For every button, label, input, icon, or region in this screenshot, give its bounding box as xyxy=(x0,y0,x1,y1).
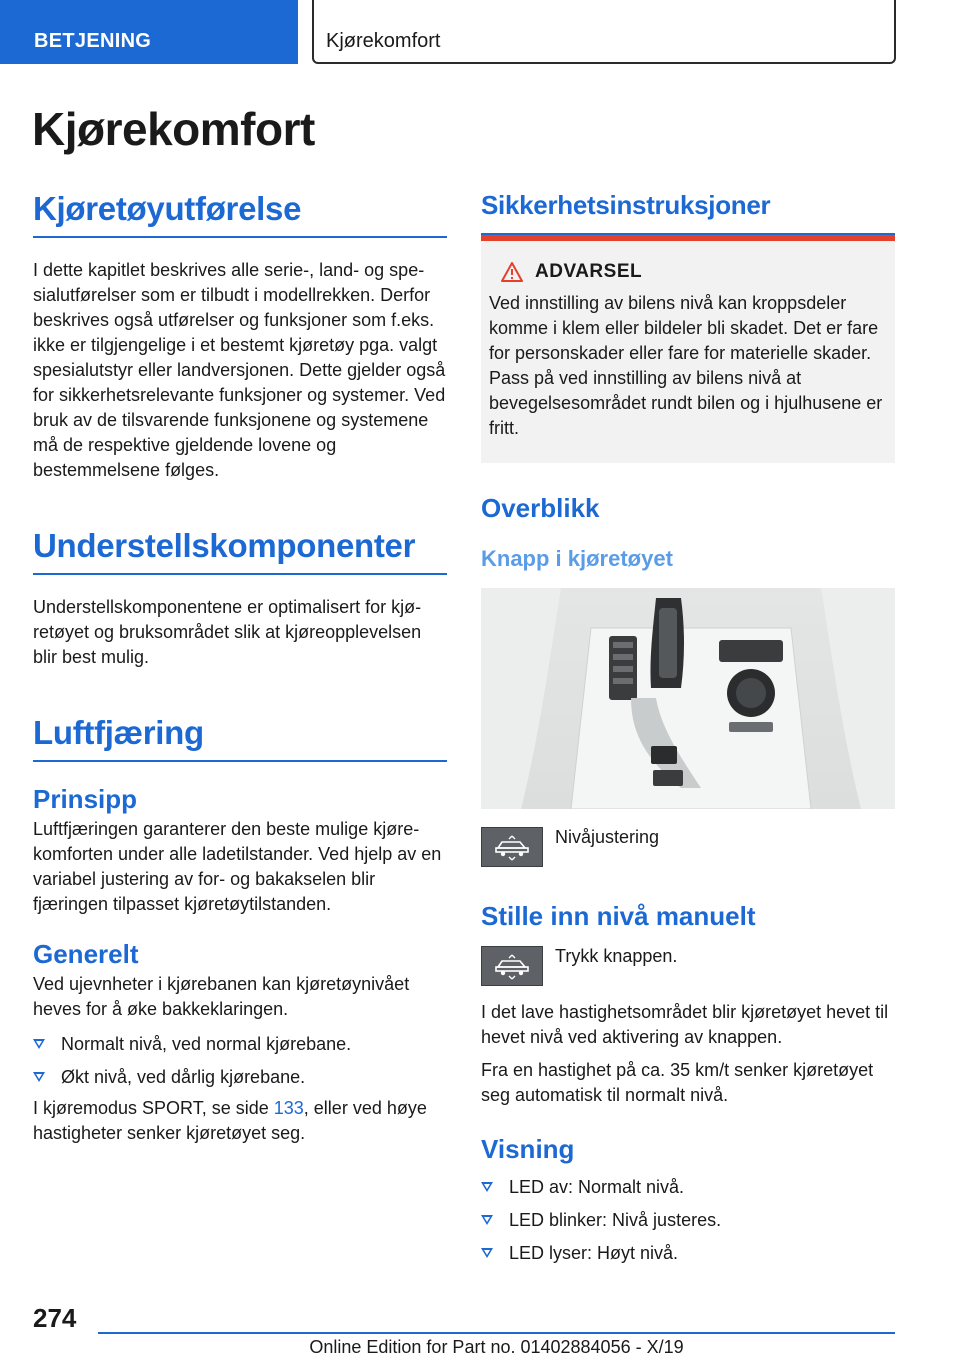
heading-prinsipp: Prinsipp xyxy=(33,784,138,814)
general-list xyxy=(33,1032,447,1090)
footer-edition: Online Edition for Part no. 01402884056 - X/19 xyxy=(309,1337,684,1357)
heading-sikkerhetsinstruksjoner: Sikkerhetsinstruksjoner xyxy=(481,190,895,235)
paragraph-manual-2: Fra en hastighet på ca. 35 km/t senker kjøretøyet seg automatisk til normalt nivå. xyxy=(481,1060,874,1105)
right-column xyxy=(481,190,895,1274)
press-button-text: Trykk knappen. xyxy=(555,946,678,966)
heading-overblikk: Overblikk xyxy=(481,493,600,523)
section-tab xyxy=(0,0,298,64)
paragraph-sport: I kjøremodus SPORT, se side 133, eller ved høye hastigheter senker kjøretøyet seg. xyxy=(33,1098,427,1143)
triangle-bullet-icon xyxy=(481,1248,493,1258)
list-item: Økt nivå, ved dårlig kjørebane. xyxy=(33,1065,447,1090)
list-item: LED blinker: Nivå justeres. xyxy=(481,1208,895,1233)
heading-luftfjaering: Luftfjæring xyxy=(33,714,447,762)
heading-generelt: Generelt xyxy=(33,939,139,969)
page-title: Kjørekomfort xyxy=(32,103,315,155)
page-link-133[interactable]: 133 xyxy=(273,1098,304,1118)
press-button-row xyxy=(481,946,895,986)
heading-understellskomponenter: Understellskomponenter xyxy=(33,527,447,575)
heading-visning: Visning xyxy=(481,1134,575,1164)
page-number: 274 xyxy=(33,1303,77,1333)
paragraph-manual-1: I det lave hastighetsområdet blir kjøretøyet hevet til hevet nivå ved aktivering av knappen. xyxy=(481,1002,889,1047)
list-item: LED lyser: Høyt nivå. xyxy=(481,1241,895,1266)
triangle-bullet-icon xyxy=(33,1039,45,1049)
level-adjust-button-icon xyxy=(481,946,543,986)
display-list xyxy=(481,1175,895,1266)
heading-knapp-i-kjoretoyet: Knapp i kjøretøyet xyxy=(481,546,673,571)
triangle-bullet-icon xyxy=(481,1182,493,1192)
paragraph-prinsipp: Luftfjæringen garanterer den beste mulige kjørekomforten under alle ladetilstander. Ved hjelp av en variabel justering av for- og bakakselen blir fjæringen tilpasset kjøretøytilstanden. xyxy=(33,819,442,914)
chapter-label: Kjørekomfort xyxy=(326,30,441,52)
level-adjust-button-icon xyxy=(481,827,543,867)
warning-triangle-icon xyxy=(501,262,523,282)
footer-divider xyxy=(98,1332,895,1334)
list-item: Normalt nivå, ved normal kjørebane. xyxy=(33,1032,447,1057)
level-adjust-label: Nivåjustering xyxy=(555,827,660,847)
warning-text: Ved innstilling av bilens nivå kan kroppsdeler komme i klem eller bildeler bli skadet. Det er fare for personskader eller fare for materielle skader. Pass på ved innstilling av bilens nivå at bevegelsesområdet rundt bilen og i hjulhusene er fritt. xyxy=(489,293,883,438)
center-console-photo xyxy=(481,588,895,809)
heading-stille-inn-niva: Stille inn nivå manuelt xyxy=(481,901,756,931)
heading-kjoretoyutforelse: Kjøretøyutførelse xyxy=(33,190,447,238)
paragraph-kjoretoyutforelse: I dette kapitlet beskrives alle serie-, land- og spesialutførelser som er tilbudt i modellrekken. Derfor beskrives også utførelser og funksjoner som f.eks. ikke er tilgjengelige i et bestemt kjøretøy pga. valgt spesialutstyr eller landversjonen. Dette gjelder også for sikkerhetsrelevante funksjoner og systemer. Ved bruk av de tilsvarende funksjonene og systemene må de respektive gjeldende lovene og bestemmelsene følges. xyxy=(33,260,446,480)
list-item: LED av: Normalt nivå. xyxy=(481,1175,895,1200)
triangle-bullet-icon xyxy=(33,1072,45,1082)
chapter-tab xyxy=(312,0,896,64)
section-label: BETJENING xyxy=(34,30,152,52)
level-adjust-row xyxy=(481,827,895,867)
paragraph-generelt: Ved ujevnheter i kjørebanen kan kjøretøynivået heves for å øke bakkeklaringen. xyxy=(33,974,410,1019)
console-image xyxy=(481,588,895,809)
left-column xyxy=(33,190,447,1146)
warning-box xyxy=(481,235,895,463)
warning-label: ADVARSEL xyxy=(535,261,643,282)
triangle-bullet-icon xyxy=(481,1215,493,1225)
paragraph-understellskomponenter: Understellskomponentene er optimalisert for kjøretøyet og bruksområdet slik at kjøreopplevelsen blir best mulig. xyxy=(33,597,422,667)
